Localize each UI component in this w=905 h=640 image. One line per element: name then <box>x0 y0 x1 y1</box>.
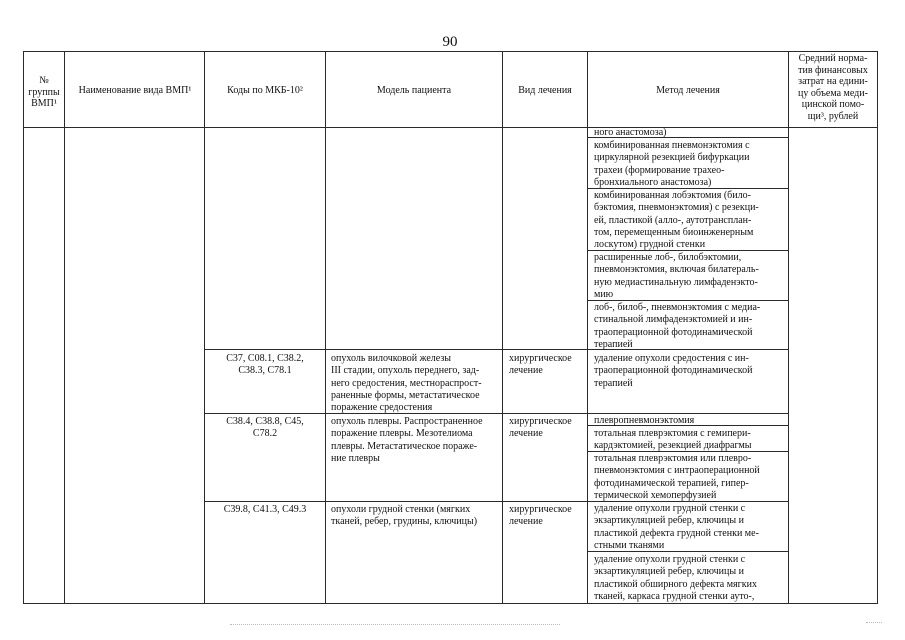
code-text: C38.4, C38.8, C45, <box>226 416 304 427</box>
model-text: опухоль вилочковой железы <box>331 353 452 364</box>
model-text: опухоль плевры. Распространенное <box>331 416 483 427</box>
code-text: C78.2 <box>252 428 278 440</box>
method-text: траоперационной фотодинамической <box>594 326 753 338</box>
row-thymus-method <box>594 353 752 390</box>
row-pleura-method <box>594 415 694 427</box>
method-text: комбинированная лобэктомия (било- <box>594 190 751 201</box>
header-text: цу объема меди- <box>798 87 868 99</box>
type-text: лечение <box>509 428 543 440</box>
row-sep-pleura <box>204 413 789 414</box>
code-text: C38.3, C78.1 <box>238 365 292 377</box>
model-text: него средостения, местнораспрост- <box>331 377 482 389</box>
row-chest-codes <box>206 504 324 516</box>
model-text: поражение плевры. Мезотелиома <box>331 428 473 440</box>
model-text: тканей, ребер, грудины, ключицы) <box>331 516 478 528</box>
row-thymus-type <box>509 353 572 378</box>
method-text: бронхиального анастомоза) <box>594 176 712 188</box>
header-group-number <box>24 75 64 110</box>
header-vmp-name: Наименование вида ВМП¹ <box>78 85 192 96</box>
header-text: цинской помо- <box>801 99 865 111</box>
method-text: пневмонэктомия с интраоперационной <box>594 465 760 477</box>
model-text: раненные формы, метастатическое <box>331 389 480 401</box>
header-patient-model: Модель пациента <box>376 85 452 96</box>
table-top-border <box>23 51 878 52</box>
code-text: C39.8, C41.3, C49.3 <box>223 504 307 515</box>
header-text: затрат на едини- <box>798 76 868 88</box>
method-text: стинальной лимфаденэктомией и ин- <box>594 314 753 326</box>
method-text: тотальная плеврэктомия с гемипери- <box>594 428 751 439</box>
header-text: группы <box>28 86 60 98</box>
row-thymus-model <box>331 353 482 414</box>
header-average-cost <box>789 53 877 123</box>
row-chest-type <box>509 504 572 529</box>
row-pleura-type <box>509 416 572 441</box>
header-text: № <box>39 75 49 86</box>
table-left-border <box>23 51 24 604</box>
col-sep-5 <box>587 51 588 604</box>
method-text: плевропневмонэктомия <box>594 415 695 426</box>
type-text: хирургическое <box>509 353 572 364</box>
col-sep-6 <box>788 51 789 604</box>
method-text: бэктомия, пневмонэктомия) с резекци- <box>594 202 759 214</box>
method-text: лоскутом) грудной стенки <box>594 239 706 251</box>
header-treatment-method: Метод лечения <box>656 85 720 96</box>
row-chest-method <box>594 503 759 552</box>
method-text: траоперационной фотодинамической <box>594 365 753 377</box>
method-text: терапией <box>594 377 633 389</box>
method-text: ного анастомоза) <box>594 127 667 138</box>
method-text: лоб-, билоб-, пневмонэктомия с медиа- <box>594 302 761 313</box>
model-text: поражение средостения <box>331 402 433 414</box>
type-text: хирургическое <box>509 416 572 427</box>
method-text: экзартикуляцией ребер, ключицы и <box>594 566 744 578</box>
method-text: фотодинамической терапией, гипер- <box>594 477 749 489</box>
header-text: ВМП¹ <box>31 98 57 109</box>
method-text: удаление опухоли средостения с ин- <box>594 353 749 364</box>
method-text: циркулярной резекцией бифуркации <box>594 152 750 164</box>
header-text: тив финансовых <box>798 64 868 76</box>
model-text: ние плевры <box>331 452 380 464</box>
method-text: том, перемещенным биоинженерным <box>594 226 754 238</box>
method-text: комбинированная пневмонэктомия с <box>594 140 750 151</box>
col-sep-1 <box>64 51 65 604</box>
method-cell <box>594 190 759 251</box>
row-thymus-codes <box>206 353 324 378</box>
method-text: расширенные лоб-, билобэктомии, <box>594 252 742 263</box>
method-text: стными тканями <box>594 539 665 551</box>
type-text: хирургическое <box>509 504 572 515</box>
method-text: термической хемоперфузией <box>594 489 717 501</box>
row-pleura-method <box>594 428 752 453</box>
scan-artifact <box>866 622 882 623</box>
col-sep-4 <box>502 51 503 604</box>
method-cell <box>594 127 666 139</box>
row-chest-method <box>594 554 757 603</box>
method-text: трахеи (формирование трахео- <box>594 164 725 176</box>
row-pleura-model <box>331 416 483 465</box>
model-text: III стадии, опухоль переднего, зад- <box>331 365 480 377</box>
code-text: C37, C08.1, C38.2, <box>226 353 304 364</box>
col-sep-3 <box>325 51 326 604</box>
method-cell <box>594 302 760 351</box>
method-text: удаление опухоли грудной стенки с <box>594 503 746 514</box>
header-text: Средний норма- <box>798 53 868 64</box>
scan-artifact <box>230 624 560 625</box>
table-right-border <box>877 51 878 604</box>
header-treatment-type: Вид лечения <box>518 85 572 96</box>
model-text: плевры. Метастатическое пораже- <box>331 440 478 452</box>
method-text: ную медиастинальную лимфаденэкто- <box>594 276 758 288</box>
row-pleura-method <box>594 453 760 502</box>
method-text: ей, пластикой (алло-, аутотрансплан- <box>594 214 752 226</box>
header-icd-codes: Коды по МКБ-10² <box>227 85 303 96</box>
method-text: кардэктомией, резекцией диафрагмы <box>594 440 752 452</box>
type-text: лечение <box>509 365 543 377</box>
type-text: лечение <box>509 516 543 528</box>
method-text: терапией <box>594 338 633 350</box>
method-text: пластикой дефекта грудной стенки ме- <box>594 527 759 539</box>
model-text: опухоли грудной стенки (мягких <box>331 504 471 515</box>
method-text: пневмонэктомия, включая билатераль- <box>594 264 759 276</box>
col-sep-2 <box>204 51 205 604</box>
row-pleura-codes <box>206 416 324 441</box>
method-text: удаление опухоли грудной стенки с <box>594 554 746 565</box>
header-bottom-rule <box>23 127 878 128</box>
row-chest-model <box>331 504 477 529</box>
method-cell <box>594 252 759 301</box>
method-text: экзартикуляцией ребер, ключицы и <box>594 515 744 527</box>
page-number: 90 <box>442 34 458 50</box>
header-text: щи³, рублей <box>807 110 859 122</box>
method-cell <box>594 140 750 189</box>
method-text: тотальная плеврэктомия или плевро- <box>594 453 752 464</box>
method-text: тканей, каркаса грудной стенки ауто-, <box>594 590 755 602</box>
method-text: мию <box>594 288 614 300</box>
method-text: пластикой обширного дефекта мягких <box>594 578 757 590</box>
